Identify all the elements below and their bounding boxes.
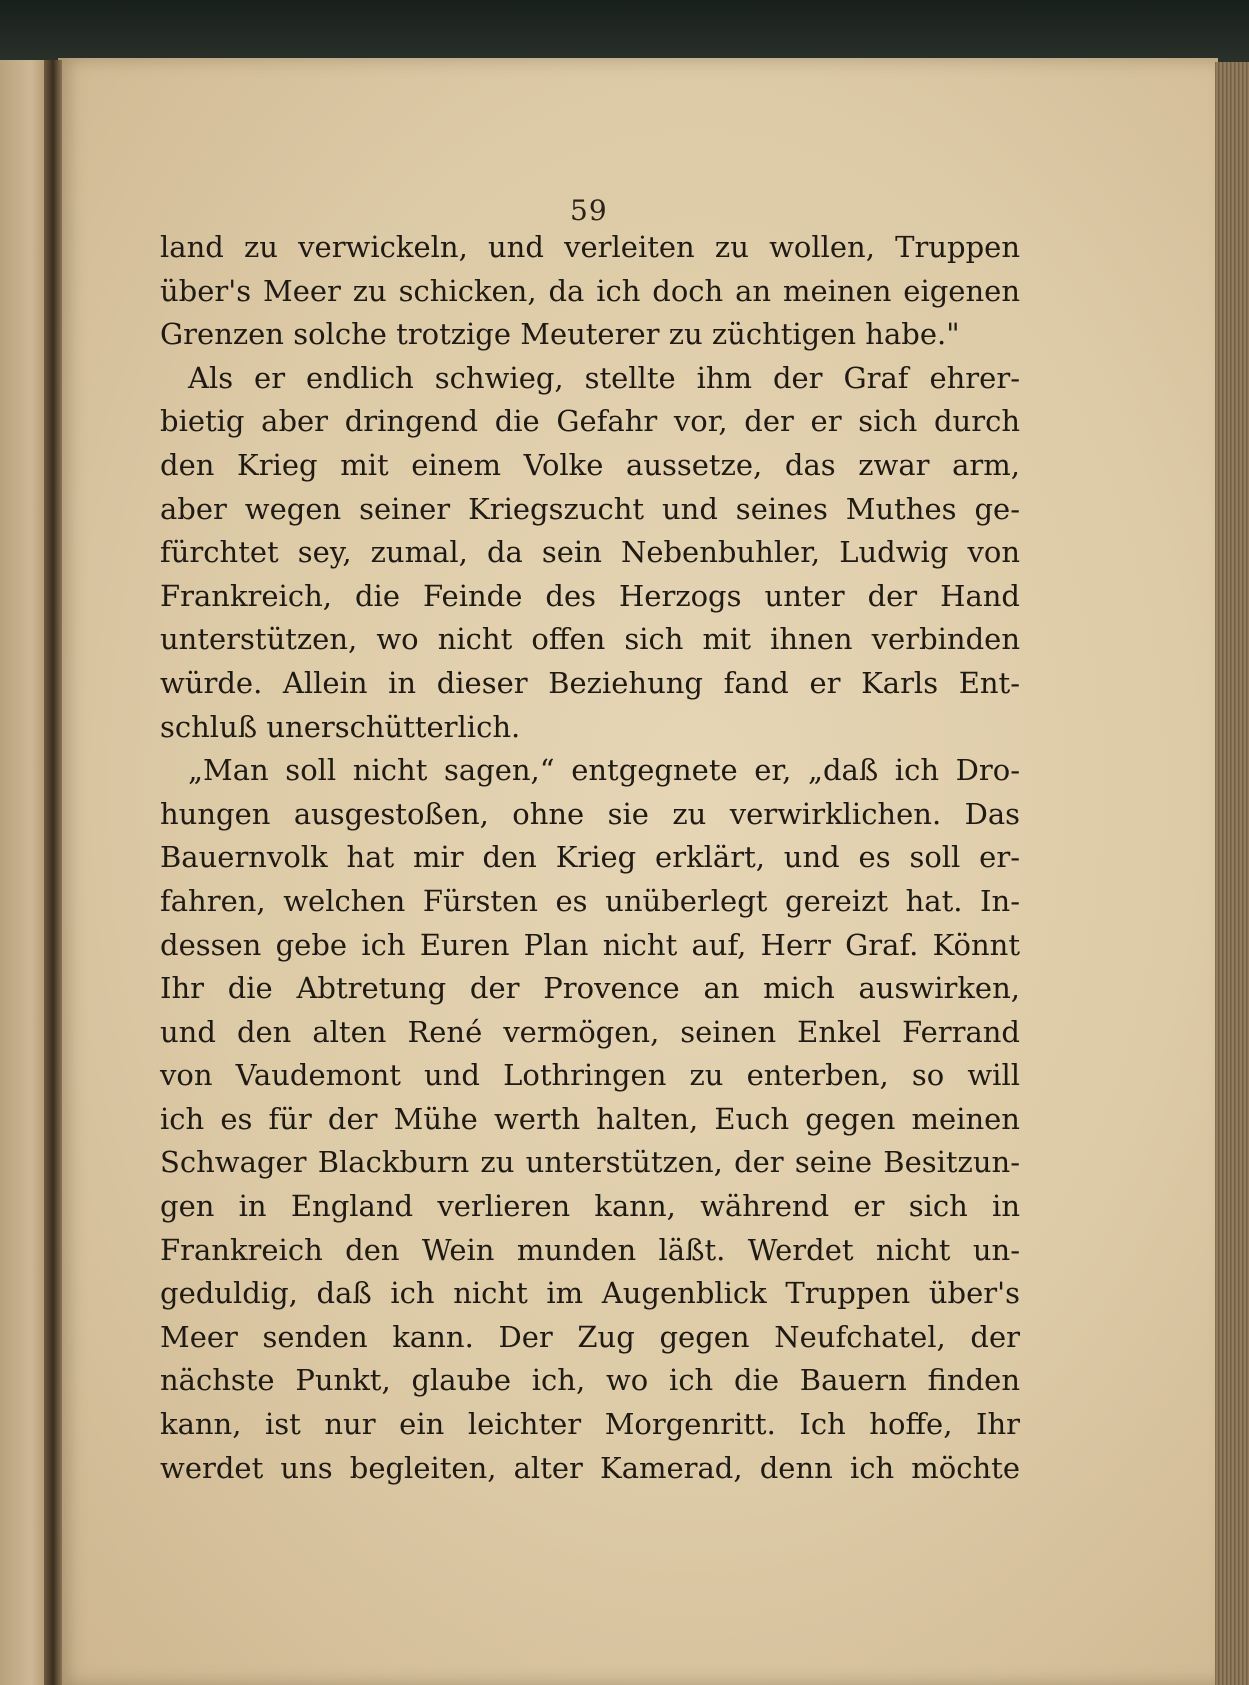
- text-line: Frankreich, die Feinde des Herzogs unter der Hand: [160, 578, 1020, 613]
- text-line: Schwager Blackburn zu unterstützen, der seine Besitzun-: [160, 1145, 1020, 1180]
- text-line: schluß unerschütterlich.: [160, 709, 521, 744]
- text-line: fürchtet sey, zumal, da sein Nebenbuhler, Ludwig von: [160, 535, 1020, 570]
- book-gutter: [44, 60, 62, 1685]
- page-stack-edge: [1215, 62, 1249, 1685]
- text-line: aber wegen seiner Kriegszucht und seines Muthes ge-: [160, 491, 1020, 526]
- text-line: „Man soll nicht sagen,“ entgegnete er, „daß ich Dro-: [188, 753, 1020, 788]
- text-line: den Krieg mit einem Volke aussetze, das zwar arm,: [160, 447, 1020, 482]
- text-line: Meer senden kann. Der Zug gegen Neufchatel, der: [160, 1319, 1020, 1354]
- text-line: würde. Allein in dieser Beziehung fand er Karls Ent-: [160, 665, 1020, 700]
- text-line: werdet uns begleiten, alter Kamerad, denn ich möchte: [160, 1450, 1020, 1485]
- text-line: ich es für der Mühe werth halten, Euch gegen meinen: [160, 1101, 1020, 1136]
- text-line: bietig aber dringend die Gefahr vor, der er sich durch: [160, 404, 1020, 439]
- text-line: von Vaudemont und Lothringen zu enterben, so will: [160, 1058, 1020, 1093]
- body-text: [160, 226, 1020, 1490]
- text-line: hungen ausgestoßen, ohne sie zu verwirklichen. Das: [160, 796, 1020, 831]
- text-line: geduldig, daß ich nicht im Augenblick Truppen über's: [160, 1276, 1020, 1311]
- text-line: Als er endlich schwieg, stellte ihm der Graf ehrer-: [188, 360, 1020, 395]
- text-line: dessen gebe ich Euren Plan nicht auf, Herr Graf. Könnt: [160, 927, 1020, 962]
- page-number: 59: [570, 194, 608, 227]
- text-line: über's Meer zu schicken, da ich doch an meinen eigenen: [160, 273, 1020, 308]
- text-line: gen in England verlieren kann, während er sich in: [160, 1189, 1020, 1224]
- text-line: und den alten René vermögen, seinen Enkel Ferrand: [160, 1014, 1020, 1049]
- text-line: kann, ist nur ein leichter Morgenritt. Ich hoffe, Ihr: [160, 1407, 1020, 1442]
- text-line: Frankreich den Wein munden läßt. Werdet nicht un-: [160, 1232, 1020, 1267]
- text-line: nächste Punkt, glaube ich, wo ich die Bauern finden: [160, 1363, 1020, 1398]
- text-line: fahren, welchen Fürsten es unüberlegt gereizt hat. In-: [160, 883, 1020, 918]
- text-line: Bauernvolk hat mir den Krieg erklärt, und es soll er-: [160, 840, 1020, 875]
- scan-background-top: [0, 0, 1249, 62]
- text-line: land zu verwickeln, und verleiten zu wollen, Truppen: [160, 230, 1020, 264]
- text-line: Ihr die Abtretung der Provence an mich auswirken,: [160, 971, 1020, 1006]
- text-line: Grenzen solche trotzige Meuterer zu züchtigen habe.": [160, 317, 960, 352]
- text-line: unterstützen, wo nicht offen sich mit ihnen verbinden: [160, 622, 1020, 657]
